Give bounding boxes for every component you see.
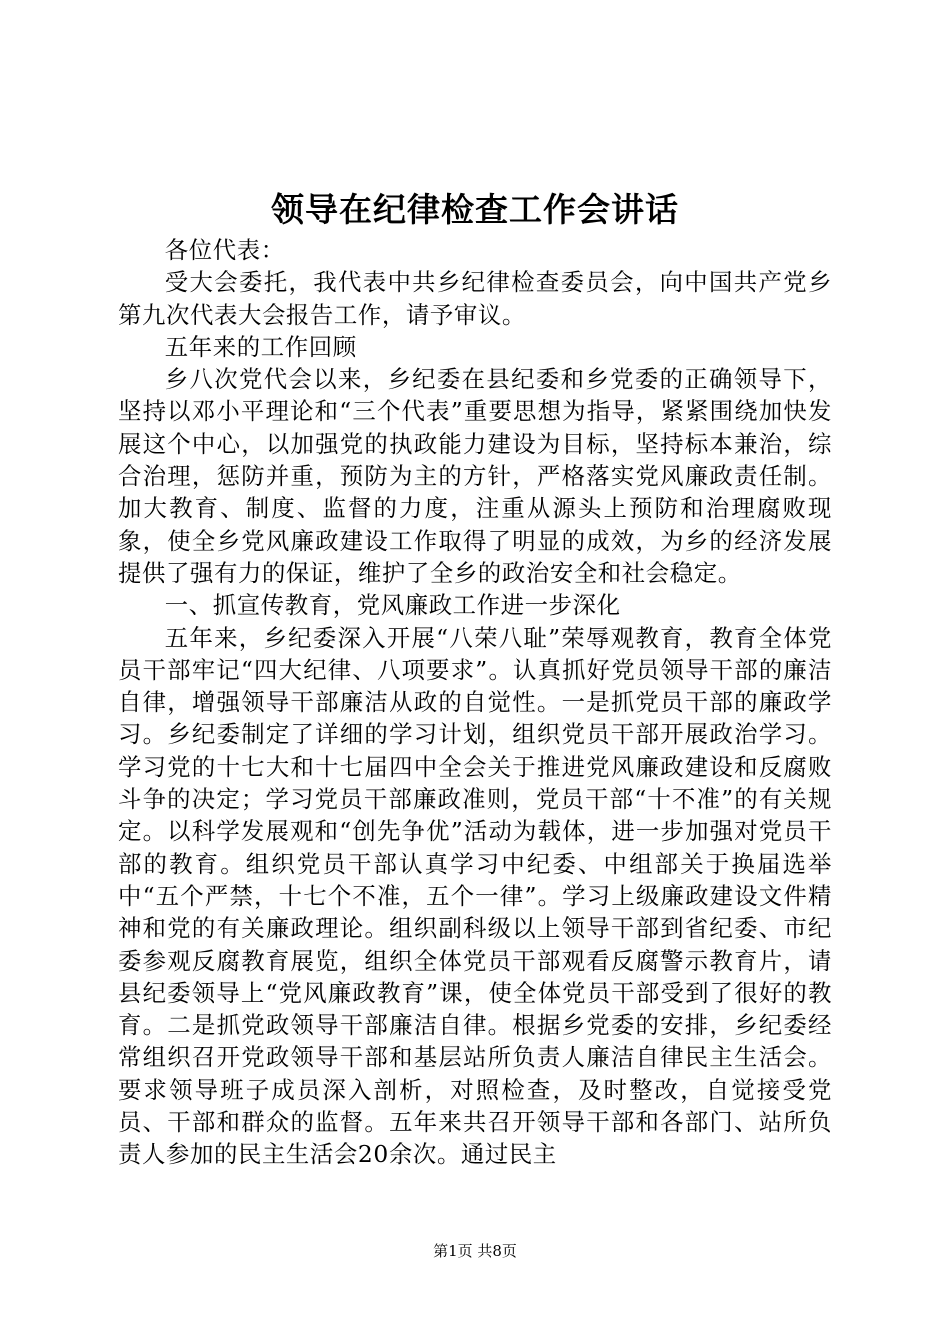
paragraph-education: 五年来，乡纪委深入开展“八荣八耻”荣辱观教育，教育全体党员干部牢记“四大纪律、八项要求”。认真抓好党员领导干部的廉洁自律，增强领导干部廉洁从政的自觉性。一是抓党员干部的廉政学习。乡纪委制定了详细的学习计划，组织党员干部开展政治学习。学习党的十七大和十七届四中全会关于推进党风廉政建设和反腐败斗争的决定；学习党员干部廉政准则，党员干部“十不准”的有关规定。以科学发展观和“创先争优”活动为载体，进一步加强对党员干部的教育。组织党员干部认真学习中纪委、中组部关于换届选举中“五个严禁，十七个不准，五个一律”。学习上级廉政建设文件精神和党的有关廉政理论。组织副科级以上领导干部到省纪委、市纪委参观反腐教育展览，组织全体党员干部观看反腐警示教育片，请县纪委领导上“党风廉政教育”课，使全体党员干部受到了很好的教育。二是抓党政领导干部廉洁自律。根据乡党委的安排，乡纪委经常组织召开党政领导干部和基层站所负责人廉洁自律民主生活会。要求领导班子成员深入剖析，对照检查，及时整改，自觉接受党员、干部和群众的监督。五年来共召开领导干部和各部门、站所负责人参加的民主生活会20余次。通过民主	[118, 623, 832, 1169]
document-title: 领导在纪律检查工作会讲话	[271, 190, 679, 229]
section-heading-education: 一、抓宣传教育，党风廉政工作进一步深化	[164, 591, 621, 620]
page-number: 第1页 共8页	[433, 1242, 517, 1260]
paragraph-salutation: 各位代表：	[164, 236, 285, 264]
section-heading-review: 五年来的工作回顾	[164, 332, 357, 361]
document-body	[118, 234, 832, 1171]
paragraph-review: 乡八次党代会以来，乡纪委在县纪委和乡党委的正确领导下，坚持以邓小平理论和“三个代表”重要思想为指导，紧紧围绕加快发展这个中心，以加强党的执政能力建设为目标，坚持标本兼治，综合治理，惩防并重，预防为主的方针，严格落实党风廉政责任制。加大教育、制度、监督的力度，注重从源头上预防和治理腐败现象，使全乡党风廉政建设工作取得了明显的成效，为乡的经济发展提供了强有力的保证，维护了全乡的政治安全和社会稳定。	[118, 365, 832, 587]
paragraph-intro: 受大会委托，我代表中共乡纪律检查委员会，向中国共产党乡第九次代表大会报告工作，请予审议。	[118, 268, 832, 329]
